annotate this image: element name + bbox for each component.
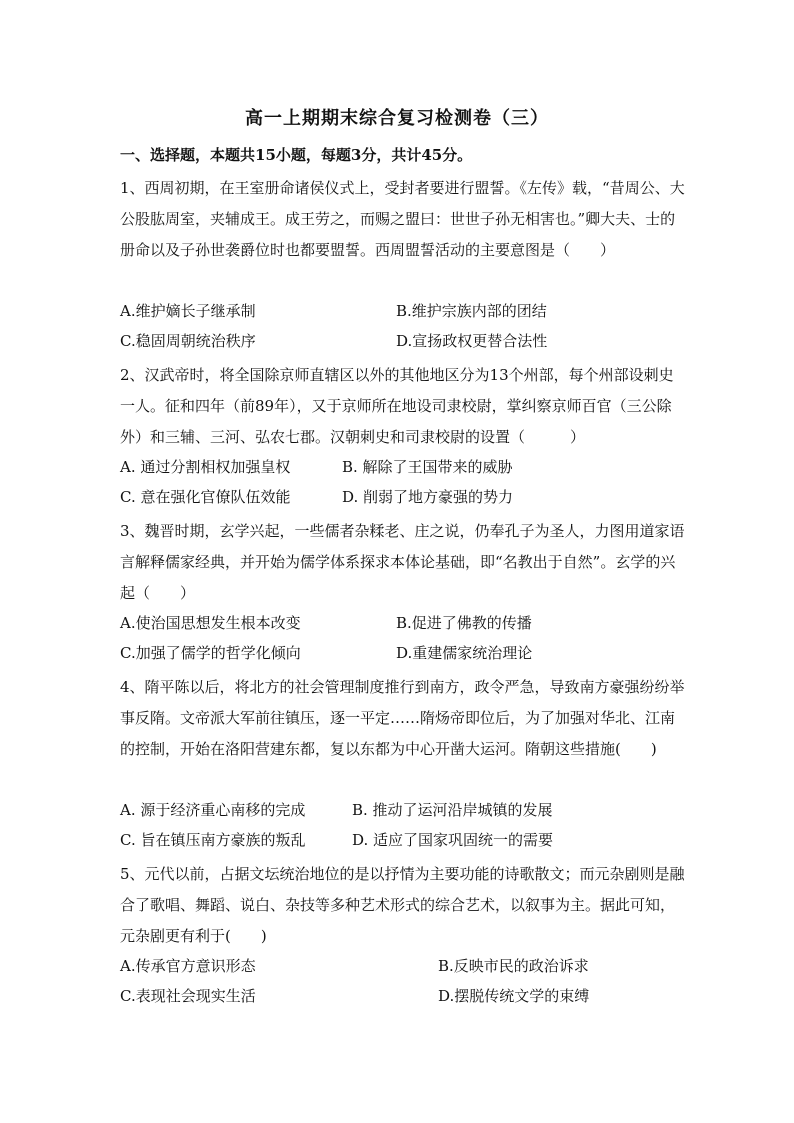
question-1-option-a: A.维护嫡长子继承制 <box>120 302 256 320</box>
question-5-option-b: B.反映市民的政治诉求 <box>438 957 589 975</box>
question-4-stem: 4、隋平陈以后，将北方的社会管理制度推行到南方，政令严急，导致南方豪强纷纷举事反隋。文帝派大军前往镇压，逐一平定……隋炀帝即位后，为了加强对华北、江南的控制，开始在洛阳营建东都，复以东都为中心开凿大运河。隋朝这些措施( ) <box>120 678 685 758</box>
question-3-option-b: B.促进了佛教的传播 <box>396 614 532 632</box>
question-5-option-a: A.传承官方意识形态 <box>120 957 256 975</box>
question-2-stem: 2、汉武帝时，将全国除京师直辖区以外的其他地区分为13个州部，每个州部设刺史一人。征和四年（前89年），又于京师所在地设司隶校尉，掌纠察京师百官（三公除外）和三辅、三河、弘农七郡。汉朝刺史和司隶校尉的设置（ ） <box>120 366 674 446</box>
question-2-option-d: D. 削弱了地方豪强的势力 <box>342 488 514 506</box>
question-5-stem: 5、元代以前，占据文坛统治地位的是以抒情为主要功能的诗歌散文；而元杂剧则是融合了歌唱、舞蹈、说白、杂技等多种艺术形式的综合艺术，以叙事为主。据此可知，元杂剧更有利于( ) <box>120 865 685 945</box>
question-4-option-c: C. 旨在镇压南方豪族的叛乱 <box>120 831 306 849</box>
page-title: 高一上期期末综合复习检测卷（三） <box>245 108 549 129</box>
question-1-option-b: B.维护宗族内部的团结 <box>396 302 547 320</box>
question-3-stem: 3、魏晋时期，玄学兴起，一些儒者杂糅老、庄之说，仍奉孔子为圣人，力图用道家语言解释儒家经典，并开始为儒学体系探求本体论基础，即“名教出于自然”。玄学的兴起（ ） <box>120 522 685 602</box>
question-5-option-c: C.表现社会现实生活 <box>120 987 256 1005</box>
question-1-option-c: C.稳固周朝统治秩序 <box>120 332 256 350</box>
question-3-option-c: C.加强了儒学的哲学化倾向 <box>120 644 301 662</box>
question-2-option-b: B. 解除了王国带来的威胁 <box>342 458 513 476</box>
question-3-option-d: D.重建儒家统治理论 <box>396 644 533 662</box>
question-4-option-d: D. 适应了国家巩固统一的需要 <box>352 831 554 849</box>
question-4-option-a: A. 源于经济重心南移的完成 <box>120 801 306 819</box>
section-heading: 一、选择题，本题共15小题，每题3分，共计45分。 <box>120 146 473 164</box>
question-1-option-d: D.宣扬政权更替合法性 <box>396 332 548 350</box>
question-3-option-a: A.使治国思想发生根本改变 <box>120 614 301 632</box>
question-4-option-b: B. 推动了运河沿岸城镇的发展 <box>352 801 553 819</box>
question-2-option-a: A. 通过分割相权加强皇权 <box>120 458 291 476</box>
question-2-option-c: C. 意在强化官僚队伍效能 <box>120 488 291 506</box>
question-5-option-d: D.摆脱传统文学的束缚 <box>438 987 590 1005</box>
question-1-stem: 1、西周初期，在王室册命诸侯仪式上，受封者要进行盟誓。《左传》载，“昔周公、大公股肱周室，夹辅成王。成王劳之，而赐之盟曰：世世子孙无相害也。”卿大夫、士的册命以及子孙世袭爵位时也都要盟誓。西周盟誓活动的主要意图是（ ） <box>120 179 685 259</box>
